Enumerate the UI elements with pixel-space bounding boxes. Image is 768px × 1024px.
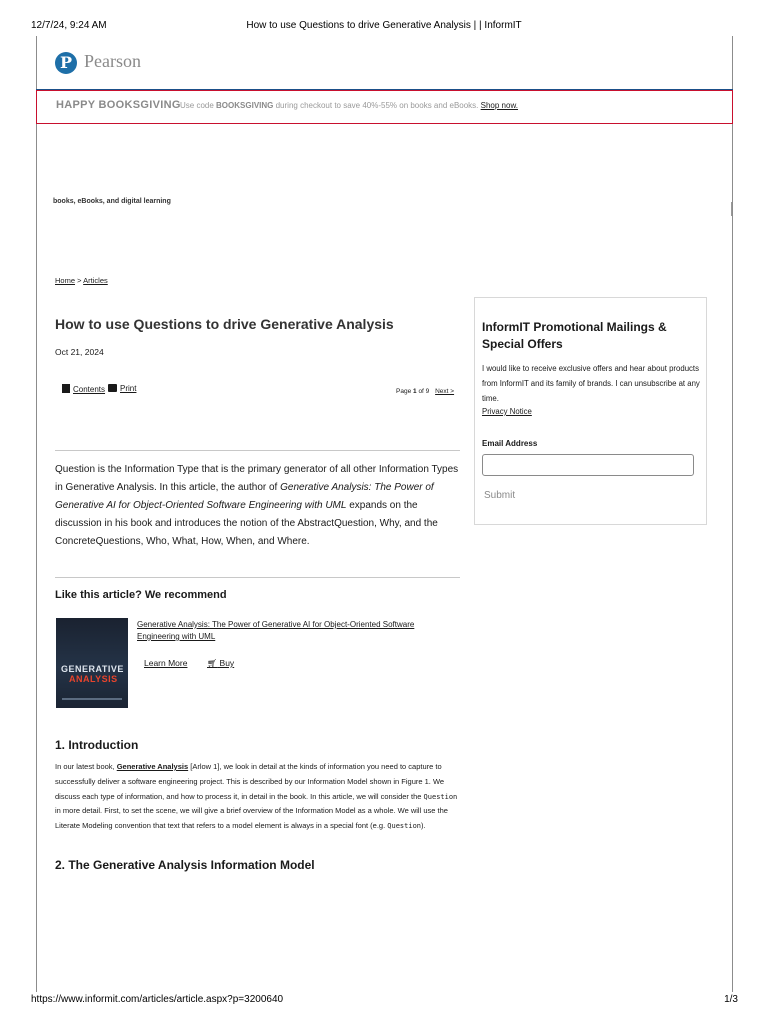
buy-label: Buy [219, 658, 235, 668]
submit-button[interactable]: Submit [484, 490, 516, 501]
section-introduction-text [55, 760, 465, 834]
shop-now-link[interactable]: Shop now. [480, 101, 519, 110]
section-heading-introduction: 1. Introduction [55, 738, 139, 752]
divider [55, 577, 460, 578]
cover-rule [62, 698, 122, 700]
promo-text-after: during checkout to save 40%-55% on books and eBooks. [275, 101, 479, 110]
promo-signup-panel [474, 297, 707, 525]
learn-more-link[interactable]: Learn More [144, 658, 188, 668]
page-current: 1 [413, 388, 417, 395]
intro-part-1: Question is the Information Type that is the primary generator of all other Information Types in Generative Analysis. In this article, the author of [55, 464, 459, 493]
print-link[interactable] [108, 384, 136, 393]
intro-book-title: Generative Analysis: The Power of Generative AI for Object-Oriented Software Engineering with UML [55, 482, 434, 511]
promo-code: BOOKSGIVING [216, 101, 274, 110]
divider [55, 450, 460, 451]
code-question-example: Question [387, 822, 421, 831]
promo-banner [36, 90, 733, 124]
article-date: Oct 21, 2024 [55, 347, 104, 357]
breadcrumb-articles[interactable]: Articles [83, 276, 108, 285]
cover-title-line1: GENERATIVE [61, 664, 124, 674]
breadcrumb [55, 276, 108, 285]
print-footer [0, 992, 768, 1008]
recommend-heading: Like this article? We recommend [55, 589, 227, 601]
print-page-number: 1/3 [724, 994, 738, 1005]
site-header [36, 36, 733, 90]
cover-title-line2: ANALYSIS [69, 674, 118, 684]
breadcrumb-home[interactable]: Home [55, 276, 76, 285]
promo-text [180, 101, 518, 110]
article-intro [55, 461, 463, 551]
pagination [396, 388, 454, 395]
cart-icon: 🛒︎ [207, 659, 218, 668]
print-url: https://www.informit.com/articles/article.aspx?p=3200640 [31, 994, 284, 1005]
section-heading-information-model: 2. The Generative Analysis Information Model [55, 858, 315, 872]
pearson-logo-icon[interactable]: P [55, 52, 77, 74]
document-icon [62, 384, 70, 393]
code-question: Question [423, 792, 458, 801]
page-label: Page [396, 388, 412, 395]
page-of: of 9 [418, 388, 430, 395]
contents-link[interactable] [62, 384, 105, 394]
breadcrumb-separator: > [77, 276, 82, 285]
intro-text-1: In our latest book, [55, 762, 115, 771]
print-datetime: 12/7/24, 9:24 AM [31, 20, 107, 31]
email-field[interactable] [482, 454, 694, 476]
print-page-title: How to use Questions to drive Generative Analysis | | InformIT [246, 20, 522, 31]
intro-text-3: in more detail. First, to set the scene, we will give a brief overview of the Information Model as a whole. We will use the Literate Modeling convention that text that refers to a model element is always in a special font (e.g. [55, 806, 448, 831]
article-title: How to use Questions to drive Generative Analysis [55, 316, 394, 332]
promo-title: HAPPY BOOKSGIVING [56, 99, 181, 111]
promo-text-before: Use code [180, 101, 214, 110]
print-label: Print [120, 384, 137, 393]
intro-text-4: ). [421, 821, 426, 831]
intro-part-2: expands on the discussion in his book and introduces the notion of the AbstractQuestion, Why, and the ConcreteQuestions, Who, What, How, When, and Where. [55, 500, 438, 547]
book-cover-image[interactable] [56, 618, 128, 708]
contents-label: Contents [73, 385, 106, 394]
signup-title: InformIT Promotional Mailings & Special Offers [482, 320, 667, 351]
intro-text-2: [Arlow 1], we look in detail at the kinds of information you need to capture to successfully deliver a software engineering project. This is described by our Information Model shown in Figure 1. We discuss each type of information, and how to process it, in detail in the book. In this article, we will consider the [55, 762, 445, 801]
next-page-link[interactable]: Next > [435, 388, 455, 395]
email-label: Email Address [482, 439, 538, 448]
generative-analysis-link[interactable]: Generative Analysis [116, 762, 189, 771]
pearson-logo-text[interactable]: Pearson [84, 51, 141, 71]
printer-icon [108, 384, 117, 392]
print-header [0, 18, 768, 34]
signup-description: I would like to receive exclusive offers and hear about products from InformIT and its family of brands. I can unsubscribe at any time. [482, 364, 700, 403]
scroll-indicator [731, 202, 732, 216]
recommended-book-link[interactable]: Generative Analysis: The Power of Generative AI for Object-Oriented Software Engineering with UML [137, 620, 415, 641]
site-tagline: books, eBooks, and digital learning [53, 198, 171, 205]
buy-link[interactable] [207, 658, 234, 668]
privacy-notice-link[interactable]: Privacy Notice [482, 407, 532, 416]
